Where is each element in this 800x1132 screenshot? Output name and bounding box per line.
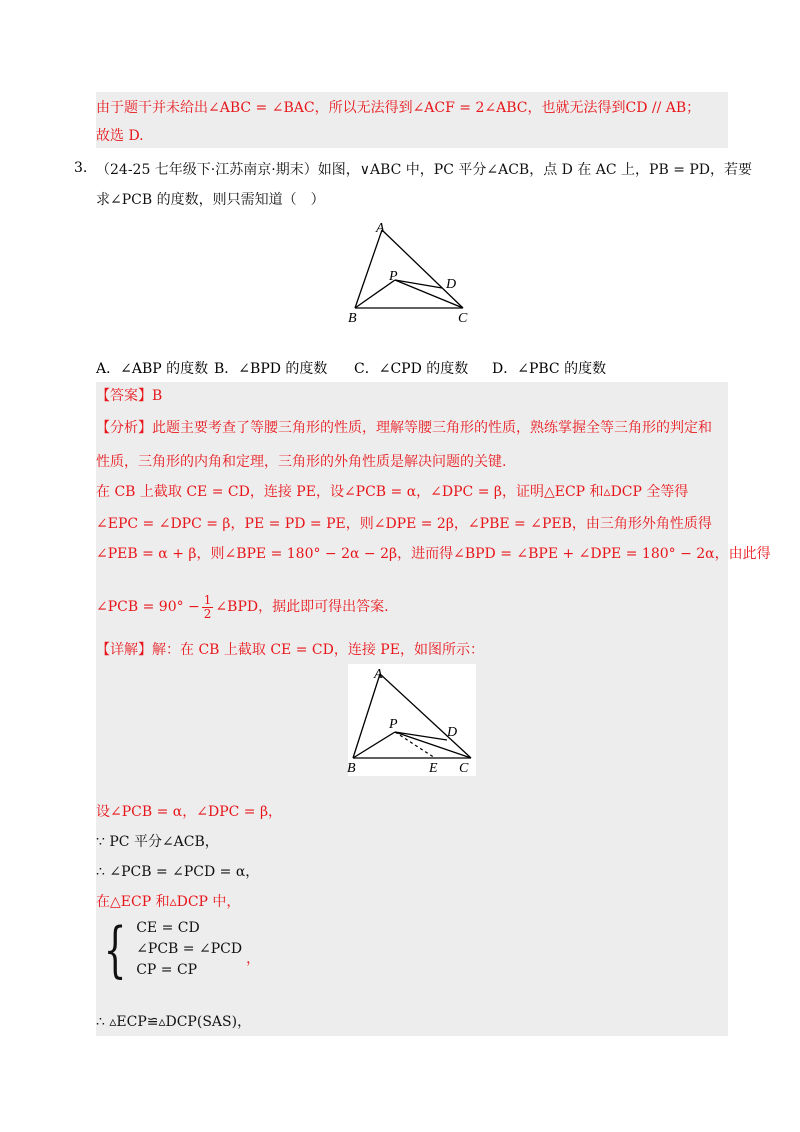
- fig1-label-c: C: [458, 311, 468, 326]
- question-line-2: 求∠PCB 的度数，则只需知道（ ）: [96, 192, 325, 208]
- question-number: 3.: [74, 160, 88, 176]
- left-brace-icon: {: [103, 914, 127, 985]
- analysis-line-3: 在 CB 上截取 CE = CD，连接 PE，设∠PCB = α，∠DPC = β，证明△ECP 和▵DCP 全等得: [96, 484, 689, 500]
- system-tail: ，: [246, 950, 261, 967]
- fig2-label-p: P: [389, 717, 398, 732]
- question-line-1: （24-25 七年级下·江苏南京·期末）如图，∨ABC 中，PC 平分∠ACB，点 D 在 AC 上，PB = PD，若要: [96, 162, 753, 178]
- proof-line-3: ∴ ∠PCB = ∠PCD = α，: [96, 864, 260, 880]
- option-a[interactable]: A．∠ABP 的度数: [96, 361, 209, 377]
- system-line-2: ∠PCB = ∠PCD: [136, 941, 243, 957]
- fig2-label-c: C: [459, 761, 469, 776]
- option-b[interactable]: B．∠BPD 的度数: [214, 361, 328, 377]
- analysis-line-6: ∠PCB = 90° − $\frac{1}{2}$ ∠BPD，据此即可得出答案.: [96, 592, 389, 621]
- option-d[interactable]: D．∠PBC 的度数: [492, 361, 607, 377]
- analysis-line-4: ∠EPC = ∠DPC = β，PE = PD = PE，则∠DPE = 2β，∠PBE = ∠PEB，由三角形外角性质得: [96, 516, 712, 532]
- congruence-system: [96, 914, 261, 985]
- triangle-figure-2: [343, 662, 483, 782]
- previous-solution-line-2: 故选 D.: [96, 128, 144, 144]
- analysis-line-2: 性质，三角形的内角和定理，三角形的外角性质是解决问题的关键.: [96, 454, 507, 470]
- fig1-label-b: B: [348, 311, 357, 326]
- proof-line-2: ∵ PC 平分∠ACB，: [96, 834, 219, 850]
- fig2-label-e: E: [429, 761, 438, 776]
- analysis-line-5: ∠PEB = α + β，则∠BPE = 180° − 2α − 2β，进而得∠BPD = ∠BPE + ∠DPE = 180° − 2α，由此得: [96, 546, 771, 562]
- fig2-label-a: A: [374, 667, 383, 682]
- fig1-label-d: D: [446, 277, 457, 292]
- fig1-label-p: P: [389, 269, 398, 284]
- system-line-1: CE = CD: [136, 920, 200, 936]
- answer-line: 【答案】B: [96, 388, 163, 404]
- analysis-line-1: 【分析】此题主要考查了等腰三角形的性质，理解等腰三角形的性质，熟练掌握全等三角形的判定和: [96, 420, 712, 436]
- triangle-figure-1: [345, 218, 485, 328]
- proof-line-4: 在△ECP 和▵DCP 中，: [96, 894, 241, 910]
- option-c[interactable]: C．∠CPD 的度数: [354, 361, 469, 377]
- detail-line-1: 【详解】解：在 CB 上截取 CE = CD，连接 PE，如图所示：: [96, 642, 484, 658]
- previous-solution-line-1: 由于题干并未给出∠ABC = ∠BAC，所以无法得到∠ACF = 2∠ABC，也就无法得到CD // AB；: [96, 100, 701, 116]
- proof-line-5: ∴ ▵ECP≌▵DCP(SAS)，: [96, 1014, 252, 1030]
- half-fraction: $\frac{1}{2}$: [203, 592, 212, 621]
- proof-line-1: 设∠PCB = α，∠DPC = β，: [96, 804, 283, 820]
- system-line-3: CP = CP: [136, 962, 198, 978]
- fig2-label-b: B: [347, 761, 356, 776]
- fig2-label-d: D: [447, 725, 458, 740]
- fig1-label-a: A: [376, 221, 385, 236]
